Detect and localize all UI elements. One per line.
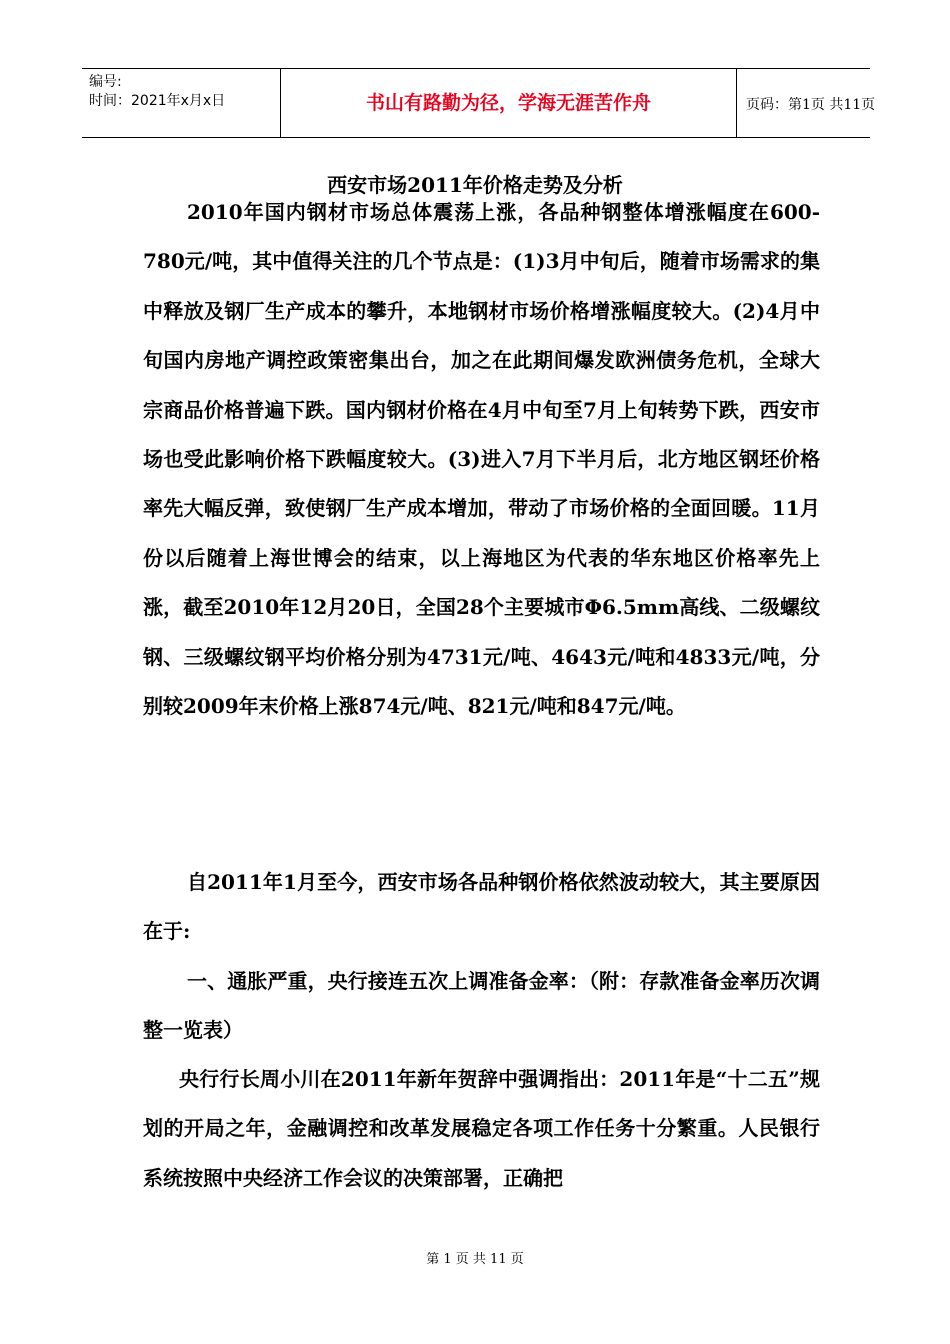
header-meta-cell — [82, 69, 280, 137]
page-info: 页码：第1页 共11页 — [746, 97, 876, 113]
paragraph-3: 一、通胀严重，央行接连五次上调准备金率：（附：存款准备金率历次调整一览表） — [143, 969, 820, 1043]
time-label: 时间：2021年x月x日 — [89, 93, 226, 109]
number-label: 编号: — [89, 74, 122, 90]
motto-text: 书山有路勤为径，学海无涯苦作舟 — [365, 92, 651, 114]
header-motto-cell — [280, 69, 737, 137]
paragraph-2: 自2011年1月至今，西安市场各品种钢价格依然波动较大，其主要原因在于: — [143, 870, 820, 944]
page-footer: 第 1 页 共 11 页 — [426, 1252, 524, 1267]
header-table — [82, 68, 876, 138]
document-title: 西安市场2011年价格走势及分析 — [327, 173, 623, 197]
header-page-cell — [736, 69, 876, 137]
paragraph-1: 2010年国内钢材市场总体震荡上涨，各品种钢整体增涨幅度在600-780元/吨，其中值得关注的几个节点是：(1)3月中旬后，随着市场需求的集中释放及钢厂生产成本的攀升，本地钢材市场价格增涨幅度较大。(2)4月中旬国内房地产调控政策密集出台，加之在此期间爆发欧洲债务危机，全球大宗商品价格普遍下跌。国内钢材价格在4月中旬至7月上旬转势下跌，西安市场也受此影响价格下跌幅度较大。(3)进入7月下半月后，北方地区钢坯价格率先大幅反弹，致使钢厂生产成本增加，带动了市场价格的全面回暖。11月份以后随着上海世博会的结束，以上海地区为代表的华东地区价格率先上涨，截至2010年12月20日，全国28个主要城市Φ6.5mm高线、二级螺纹钢、三级螺纹钢平均价格分别为4731元/吨、4643元/吨和4833元/吨，分别较2009年末价格上涨874元/吨、821元/吨和847元/吨。 — [143, 200, 820, 719]
paragraph-4: 央行行长周小川在2011年新年贺辞中强调指出：2011年是“十二五”规划的开局之年，金融调控和改革发展稳定各项工作任务十分繁重。人民银行系统按照中央经济工作会议的决策部署，正确把 — [143, 1067, 820, 1190]
